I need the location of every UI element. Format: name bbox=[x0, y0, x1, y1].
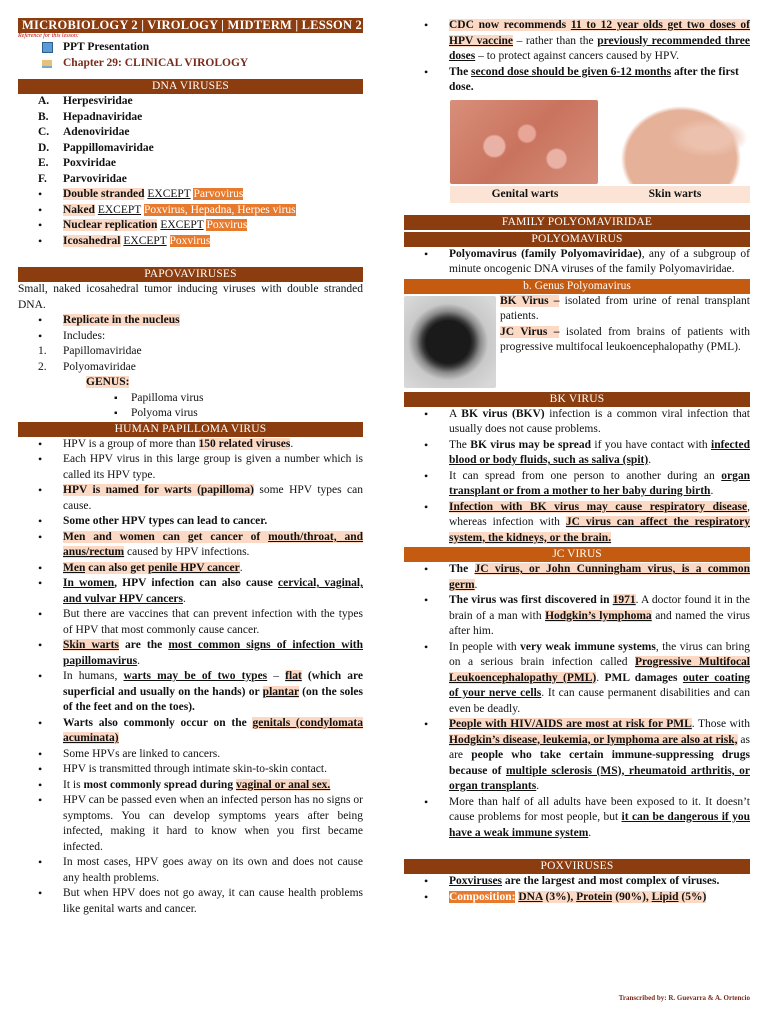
hpv-item: • Some other HPV types can lead to cancer. bbox=[18, 514, 363, 530]
pox-item: • Composition: DNA (3%), Protein (90%), Lipid (5%) bbox=[404, 890, 750, 906]
book-icon bbox=[42, 60, 52, 68]
genus-polyoma-heading: b. Genus Polyomavirus bbox=[404, 279, 750, 294]
hpv-item: • Men can also get penile HPV cancer. bbox=[18, 561, 363, 577]
jc-item: • The JC virus, or John Cunningham virus, is a common germ. bbox=[404, 562, 750, 593]
family-item: E. Poxviridae bbox=[38, 157, 117, 169]
family-item: A. Herpesviridae bbox=[38, 95, 133, 107]
genital-warts-photo bbox=[450, 100, 598, 184]
hpv-item: • Some HPVs are linked to cancers. bbox=[18, 747, 363, 763]
bk-virus-desc: BK Virus – isolated from urine of renal transplant patients. bbox=[500, 294, 750, 322]
hpv-item: • Skin warts are the most common signs of infection with papillomavirus. bbox=[18, 638, 363, 669]
includes-item: 1. Papillomaviridae bbox=[38, 345, 142, 357]
jc-item: • People with HIV/AIDS are most at risk for PML. Those with Hodgkin’s disease, leukemia, or lymphoma are also at risk, as are people who take certain immune-suppressing drugs because of multiple sclerosis (MS), rheumatoid arthritis, or organ transplants. bbox=[404, 717, 750, 795]
reference-note: Reference for this lesson: bbox=[18, 33, 79, 39]
bk-item: • Infection with BK virus may cause respiratory disease, whereas infection with JC virus can affect the respiratory system, the kidneys, or the brain. bbox=[404, 500, 750, 547]
skin-warts-caption: Skin warts bbox=[648, 187, 702, 200]
hpv-item: • Warts also commonly occur on the genitals (condylomata acuminata) bbox=[18, 716, 363, 747]
papova-item: • Includes: bbox=[18, 329, 363, 345]
hpv-item: • HPV can be passed even when an infected person has no signs or symptoms. You can develop symptoms years after being infected, making it hard to know when you first became infected. bbox=[18, 793, 363, 855]
polyoma-item: • Polyomavirus (family Polyomaviridae), any of a subgroup of minute oncogenic DNA viruses of the family Polyomaviridae. bbox=[404, 247, 750, 278]
hpv-item: • HPV is a group of more than 150 related viruses. bbox=[18, 437, 363, 453]
skin-warts-photo bbox=[614, 100, 748, 184]
header-title-bar bbox=[18, 18, 363, 33]
hpv-item: • In humans, warts may be of two types – flat (which are superficial and usually on the hands) or plantar (on the soles of the feet and on the toes). bbox=[18, 669, 363, 716]
pox-heading: POXVIRUSES bbox=[404, 859, 750, 874]
hpv-item: • It is most commonly spread during vaginal or anal sex. bbox=[18, 778, 363, 794]
jc-item: • The virus was first discovered in 1971. A doctor found it in the brain of a man with Hodgkin’s lymphoma and named the virus after him. bbox=[404, 593, 750, 640]
jc-heading: JC VIRUS bbox=[404, 547, 750, 562]
hpv-item: • Men and women can get cancer of mouth/throat, and anus/rectum caused by HPV infections. bbox=[18, 530, 363, 561]
family-item: B. Hepadnaviridae bbox=[38, 110, 143, 123]
jc-item: • More than half of all adults have been exposed to it. It doesn’t cause problems for most people, but it can be dangerous if you have a weak immune system. bbox=[404, 795, 750, 842]
bk-heading: BK VIRUS bbox=[404, 392, 750, 407]
warts-caption bbox=[450, 186, 750, 203]
hpv-item: • HPV is named for warts (papilloma) some HPV types can cause. bbox=[18, 483, 363, 514]
family-item: F. Parvoviridae bbox=[38, 172, 127, 185]
family-item: C. Adenoviridae bbox=[38, 126, 130, 138]
ref-ppt: PPT Presentation bbox=[18, 40, 363, 56]
hpv-item: • Each HPV virus in this large group is given a number which is called its HPV type. bbox=[18, 452, 363, 483]
warts-images bbox=[404, 100, 750, 186]
page-title: MICROBIOLOGY 2 | VIROLOGY | MIDTERM | LESSON 2 bbox=[22, 18, 362, 32]
footer-credit: Transcribed by: R. Guevarra & A. Ortencio bbox=[618, 993, 750, 1002]
genus-item: ▪ Papilloma virus bbox=[18, 391, 363, 407]
family-item: D. Pappillomaviridae bbox=[38, 141, 154, 154]
hpv-item: • In women, HPV infection can also cause cervical, vaginal, and vulvar HPV cancers. bbox=[18, 576, 363, 607]
dna-families bbox=[18, 94, 363, 187]
dna-property: • Nuclear replication EXCEPT Poxvirus bbox=[18, 218, 363, 234]
micrograph-photo bbox=[404, 296, 496, 388]
jc-item: • In people with very weak immune systems, the virus can bring on a serious brain infection called Progressive Multifocal Leukoencephalopathy (PML). PML damages outer coating of your nerve cells. It can cause permanent disabilities and can even be deadly. bbox=[404, 640, 750, 718]
genus-label: GENUS: bbox=[86, 376, 130, 388]
dna-heading: DNA VIRUSES bbox=[18, 79, 363, 94]
includes-item: 2. Polyomaviridae bbox=[38, 360, 136, 373]
jc-virus-desc: JC Virus – isolated from brains of patients with progressive multifocal leukoencephalopathy (PML). bbox=[500, 325, 750, 353]
bk-item: • A BK virus (BKV) infection is a common viral infection that usually does not cause problems. bbox=[404, 407, 750, 438]
presentation-icon bbox=[42, 42, 53, 53]
hpv-item: • But there are vaccines that can prevent infection with the types of HPV that most commonly cause cancer. bbox=[18, 607, 363, 638]
papova-heading: PAPOVAVIRUSES bbox=[18, 267, 363, 282]
cdc-item: • CDC now recommends 11 to 12 year olds get two doses of HPV vaccine – rather than the previously recommended three doses – to protect against cancers caused by HPV. bbox=[404, 18, 750, 65]
hpv-item: • In most cases, HPV goes away on its own and does not cause any health problems. bbox=[18, 855, 363, 886]
genus-polyoma-block bbox=[404, 294, 750, 390]
hpv-item: • But when HPV does not go away, it can cause health problems like genital warts and cancer. bbox=[18, 886, 363, 917]
genus-item: ▪ Polyoma virus bbox=[18, 406, 363, 422]
right-column bbox=[404, 18, 750, 905]
cdc-item: • The second dose should be given 6-12 months after the first dose. bbox=[404, 65, 750, 96]
papova-intro: Small, naked icosahedral tumor inducing viruses with double stranded DNA. bbox=[18, 283, 363, 311]
dna-property: • Double stranded EXCEPT Parvovirus bbox=[18, 187, 363, 203]
left-column bbox=[18, 0, 363, 917]
polyoma-family-heading: FAMILY POLYOMAVIRIDAE bbox=[404, 215, 750, 230]
hpv-heading: HUMAN PAPILLOMA VIRUS bbox=[18, 422, 363, 437]
hpv-item: • HPV is transmitted through intimate skin-to-skin contact. bbox=[18, 762, 363, 778]
ref-chapter: Chapter 29: CLINICAL VIROLOGY bbox=[18, 56, 363, 72]
bk-item: • It can spread from one person to another during an organ transplant or from a mother to her baby during birth. bbox=[404, 469, 750, 500]
papova-item: • Replicate in the nucleus bbox=[18, 313, 363, 329]
pox-item: • Poxviruses are the largest and most complex of viruses. bbox=[404, 874, 750, 890]
polyoma-heading: POLYOMAVIRUS bbox=[404, 232, 750, 247]
genital-warts-caption: Genital warts bbox=[491, 187, 559, 200]
dna-property: • Naked EXCEPT Poxvirus, Hepadna, Herpes virus bbox=[18, 203, 363, 219]
dna-property: • Icosahedral EXCEPT Poxvirus bbox=[18, 234, 363, 250]
bk-item: • The BK virus may be spread if you have contact with infected blood or body fluids, such as saliva (spit). bbox=[404, 438, 750, 469]
genus-polyoma-text bbox=[500, 294, 750, 356]
